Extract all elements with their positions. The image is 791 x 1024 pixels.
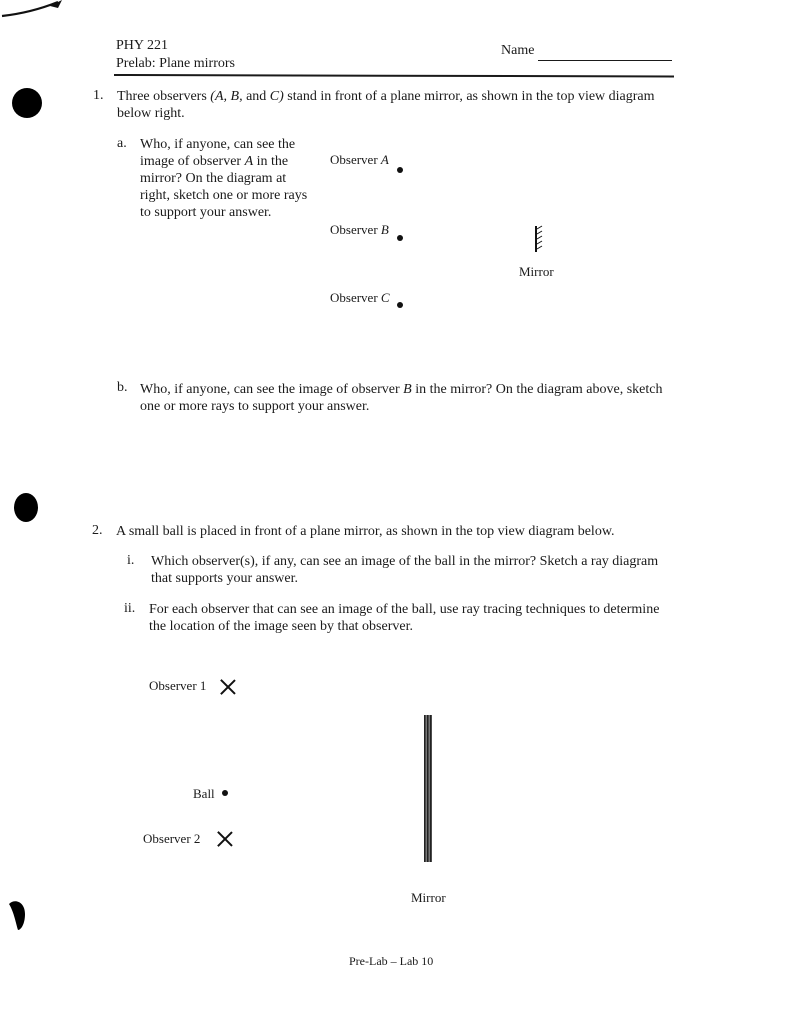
q1a-text: Who, if anyone, can see the image of observer A in the mirror? On the diagram at right, sketch one or more rays to support your answer. xyxy=(140,137,308,220)
q2-mirror-label: Mirror xyxy=(411,890,446,905)
observer-2-x-icon xyxy=(217,831,233,847)
observer-2-label: Observer 2 xyxy=(143,831,201,846)
ball-label: Ball xyxy=(193,786,215,801)
q2-text: A small ball is placed in front of a plane mirror, as shown in the top view diagram below. xyxy=(116,524,615,539)
q1-mirror xyxy=(530,224,548,254)
q1-text: Three observers (A, B, and C) stand in front of a plane mirror, as shown in the top view diagram below right. xyxy=(117,89,655,121)
page-footer: Pre-Lab – Lab 10 xyxy=(349,954,434,968)
name-blank-line xyxy=(538,60,672,61)
scan-mark-top-left xyxy=(0,0,70,22)
q1b-label: b. xyxy=(117,380,128,395)
punch-hole-middle xyxy=(14,493,38,522)
q1a-label: a. xyxy=(117,136,127,151)
q2ii-text: For each observer that can see an image of the ball, use ray tracing techniques to determine the location of the image seen by that observer. xyxy=(149,602,660,634)
q2-mirror xyxy=(424,715,432,862)
observer-b-label: Observer B xyxy=(330,222,389,237)
header-rule xyxy=(114,74,674,77)
q2ii-label: ii. xyxy=(124,601,136,616)
punch-hole-top xyxy=(12,88,42,118)
name-label: Name xyxy=(501,43,535,58)
ball-dot xyxy=(222,790,228,796)
observer-c-label: Observer C xyxy=(330,290,390,305)
page-subtitle: Prelab: Plane mirrors xyxy=(116,56,235,71)
q2i-text: Which observer(s), if any, can see an image of the ball in the mirror? Sketch a ray diagram that supports your answer. xyxy=(151,554,659,586)
q2i-label: i. xyxy=(127,553,135,568)
q2-number: 2. xyxy=(92,523,103,538)
observer-1-label: Observer 1 xyxy=(149,678,207,693)
observer-c-dot xyxy=(397,302,403,308)
q1-mirror-label: Mirror xyxy=(519,264,554,279)
q1b-text: Who, if anyone, can see the image of observer B in the mirror? On the diagram above, sketch one or more rays to support your answer. xyxy=(140,382,663,414)
q1-number: 1. xyxy=(93,88,104,103)
observer-a-dot xyxy=(397,167,403,173)
punch-hole-bottom xyxy=(5,898,29,932)
observer-1-x-icon xyxy=(220,679,236,695)
course-code: PHY 221 xyxy=(116,38,168,53)
observer-b-dot xyxy=(397,235,403,241)
observer-a-label: Observer A xyxy=(330,152,389,167)
